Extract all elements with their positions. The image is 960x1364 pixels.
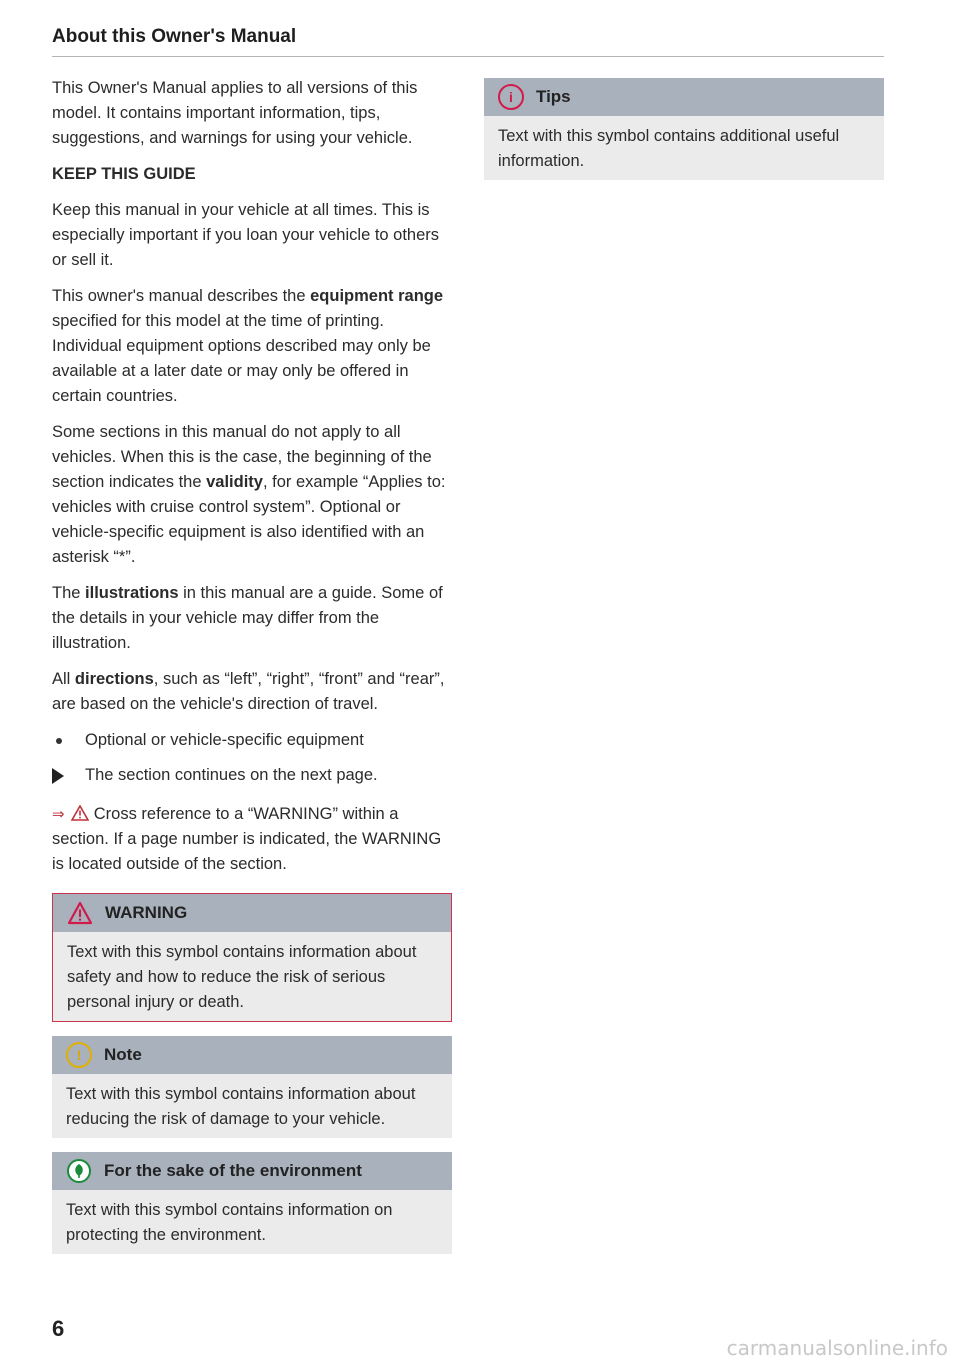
equipment-range-term: equipment range [310,287,444,305]
asterisk-dot-icon [52,728,85,753]
cross-reference-paragraph [52,802,452,877]
note-title: Note [104,1045,142,1064]
note-box-header [52,1036,452,1074]
tips-title: Tips [536,87,571,106]
directions-term: directions [74,670,154,688]
environment-box [52,1152,452,1254]
keep-guide-heading: KEEP THIS GUIDE [52,165,196,183]
leaf-circle-icon [64,1156,94,1186]
page-number: 6 [52,1316,65,1341]
warning-title: WARNING [105,903,188,922]
equipment-paragraph [52,284,452,409]
directions-text-rest: , such as “left”, “right”, “front” and “rear”, are based on the vehicle's direction of travel. [52,670,445,713]
cross-reference-arrow-icon: ⇒ [52,806,65,823]
validity-text: Some sections in this manual do not apply to all vehicles. When this is the case, the beginning of the section indicates the [52,423,432,491]
page-header [52,26,884,57]
page-title: About this Owner's Manual [52,26,297,47]
equipment-text: This owner's manual describes the [52,287,311,305]
legend-optional-text: Optional or vehicle-specific equipment [85,731,364,749]
note-box [52,1036,452,1138]
right-column [484,78,884,180]
directions-text: All [52,670,75,688]
warning-triangle-icon [65,898,95,928]
tips-box-header [484,78,884,116]
legend-continues-text: The section continues on the next page. [85,766,378,784]
tips-text: Text with this symbol contains additional useful information. [498,127,840,170]
tips-box [484,78,884,180]
warning-triangle-small-icon [71,805,89,821]
cross-reference-text: Cross reference to a “WARNING” within a section. If a page number is indicated, the WARNING is located outside of the section. [52,805,442,873]
legend-continues [52,763,452,788]
environment-box-header [52,1152,452,1190]
illustrations-paragraph [52,581,452,656]
directions-paragraph [52,667,452,717]
validity-text-rest: , for example “Applies to: vehicles with cruise control system”. Optional or vehicle-specific equipment is also identified with an asterisk “*”. [52,473,446,566]
warning-text: Text with this symbol contains information about safety and how to reduce the risk of serious personal injury or death. [67,943,417,1011]
legend-optional [52,728,452,753]
intro-paragraph: This Owner's Manual applies to all versions of this model. It contains important information, tips, suggestions, and warnings for using your vehicle. [52,79,418,147]
validity-paragraph [52,420,452,570]
left-column [52,76,452,1254]
warning-box-header [53,894,451,932]
warning-box [52,893,452,1022]
environment-title: For the sake of the environment [104,1161,362,1180]
keep-guide-paragraph: Keep this manual in your vehicle at all times. This is especially important if you loan your vehicle to others or sell it. [52,201,440,269]
exclamation-circle-icon: ! [64,1040,94,1070]
note-text: Text with this symbol contains information about reducing the risk of damage to your vehicle. [66,1085,416,1128]
validity-term: validity [206,473,263,491]
illustrations-term: illustrations [85,584,179,602]
watermark: carmanualsonline.info [726,1336,948,1360]
illustrations-text-rest: in this manual are a guide. Some of the details in your vehicle may differ from the illustration. [52,584,443,652]
equipment-text-rest: specified for this model at the time of printing. Individual equipment options described may only be available at a later date or may only be offered in certain countries. [52,312,431,405]
info-circle-icon: i [496,82,526,112]
continue-arrow-icon [52,763,85,788]
illustrations-text: The [52,584,86,602]
environment-text: Text with this symbol contains information on protecting the environment. [66,1201,393,1244]
